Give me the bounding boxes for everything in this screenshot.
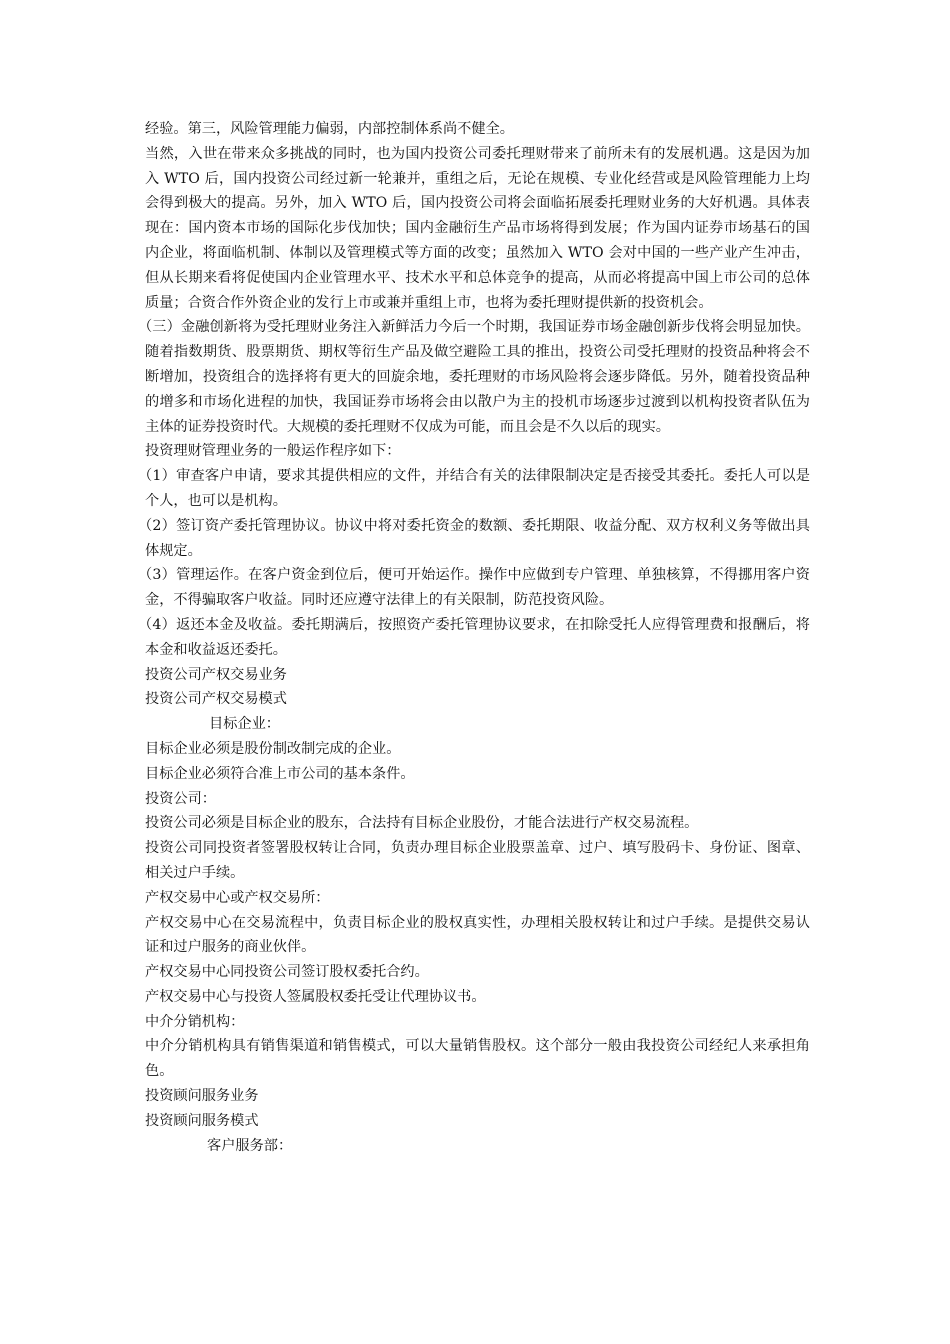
label-intermediary-distributor: 中介分销机构：: [145, 1013, 245, 1030]
target-enterprise-rule-2: 目标企业必须符合准上市公司的基本条件。: [145, 765, 415, 782]
intermediary-distributor-rule: 中介分销机构具有销售渠道和销售模式，可以大量销售股权。这个部分一般由我投资公司经纪人来承担角色。: [145, 1038, 810, 1080]
procedure-step-2: （2）签订资产委托管理协议。协议中将对委托资金的数额、委托期限、收益分配、双方权利义务等做出具体规定。: [138, 517, 810, 559]
label-investment-company: 投资公司：: [145, 790, 216, 807]
heading-equity-trading-business: 投资公司产权交易业务: [145, 666, 287, 683]
procedure-step-1: （1）审查客户申请，要求其提供相应的文件，并结合有关的法律限制决定是否接受其委托。委托人可以是个人，也可以是机构。: [138, 468, 810, 509]
procedure-step-3: （3）管理运作。在客户资金到位后，便可开始运作。操作中应做到专户管理、单独核算，不得挪用客户资金，不得骗取客户收益。同时还应遵守法律上的有关限制，防范投资风险。: [138, 567, 810, 609]
exchange-center-rule-2: 产权交易中心同投资公司签订股权委托合约。: [145, 964, 429, 981]
label-customer-service-dept: 客户服务部：: [207, 1137, 293, 1154]
heading-advisory-business: 投资顾问服务业务: [145, 1088, 259, 1105]
document-body: [138, 117, 810, 1158]
paragraph-wto-opportunity: 当然，入世在带来众多挑战的同时，也为国内投资公司委托理财带来了前所未有的发展机遇。这是因为加入 WTO 后，国内投资公司经过新一轮兼并，重组之后，无论在规模、专业化经营或是风险管理能力上均会得到极大的提高。另外，加入 WTO 后，国内投资公司将会面临拓展委托理财业务的大好机遇。具体表现在：国内资本市场的国际化步伐加快；国内金融衍生产品市场将得到发展；作为国内证券市场基石的国内企业，将面临机制、体制以及管理模式等方面的改变；虽然加入 WTO 会对中国的一些产业产生冲击，但从长期来看将促使国内企业管理水平、技术水平和总体竞争的提高，从而必将提高中国上市公司的总体质量；合资合作外资企业的发行上市或兼并重组上市，也将为委托理财提供新的投资机会。: [145, 145, 810, 311]
label-equity-exchange-center: 产权交易中心或产权交易所：: [145, 889, 330, 906]
label-target-enterprise: 目标企业：: [209, 716, 280, 733]
heading-advisory-model: 投资顾问服务模式: [145, 1112, 259, 1129]
paragraph-financial-innovation: （三）金融创新将为受托理财业务注入新鲜活力今后一个时期，我国证券市场金融创新步伐将会明显加快。随着指数期货、股票期货、期权等衍生产品及做空避险工具的推出，投资公司受托理财的投资品种将会不断增加，投资组合的选择将有更大的回旋余地，委托理财的市场风险将会逐步降低。另外，随着投资品种的增多和市场化进程的加快，我国证券市场将会由以散户为主的投机市场逐步过渡到以机构投资者队伍为主体的证券投资时代。大规模的委托理财不仅成为可能，而且会是不久以后的现实。: [138, 319, 810, 435]
procedure-step-4: （4）返还本金及收益。委托期满后，按照资产委托管理协议要求，在扣除受托人应得管理费和报酬后，将本金和收益返还委托。: [138, 616, 810, 658]
target-enterprise-rule-1: 目标企业必须是股份制改制完成的企业。: [145, 740, 401, 757]
exchange-center-rule-1: 产权交易中心在交易流程中，负责目标企业的股权真实性，办理相关股权转让和过户手续。是提供交易认证和过户服务的商业伙伴。: [145, 914, 810, 956]
exchange-center-rule-3: 产权交易中心与投资人签属股权委托受让代理协议书。: [145, 988, 486, 1005]
investment-company-rule-1: 投资公司必须是目标企业的股东，合法持有目标企业股份，才能合法进行产权交易流程。: [145, 815, 699, 832]
heading-equity-trading-model: 投资公司产权交易模式: [145, 691, 287, 708]
investment-company-rule-2: 投资公司同投资者签署股权转让合同，负责办理目标企业股票盖章、过户、填写股码卡、身份证、图章、相关过户手续。: [145, 840, 810, 881]
paragraph-risk-management: 经验。第三，风险管理能力偏弱，内部控制体系尚不健全。: [145, 121, 514, 137]
paragraph-procedure-intro: 投资理财管理业务的一般运作程序如下：: [145, 443, 401, 460]
